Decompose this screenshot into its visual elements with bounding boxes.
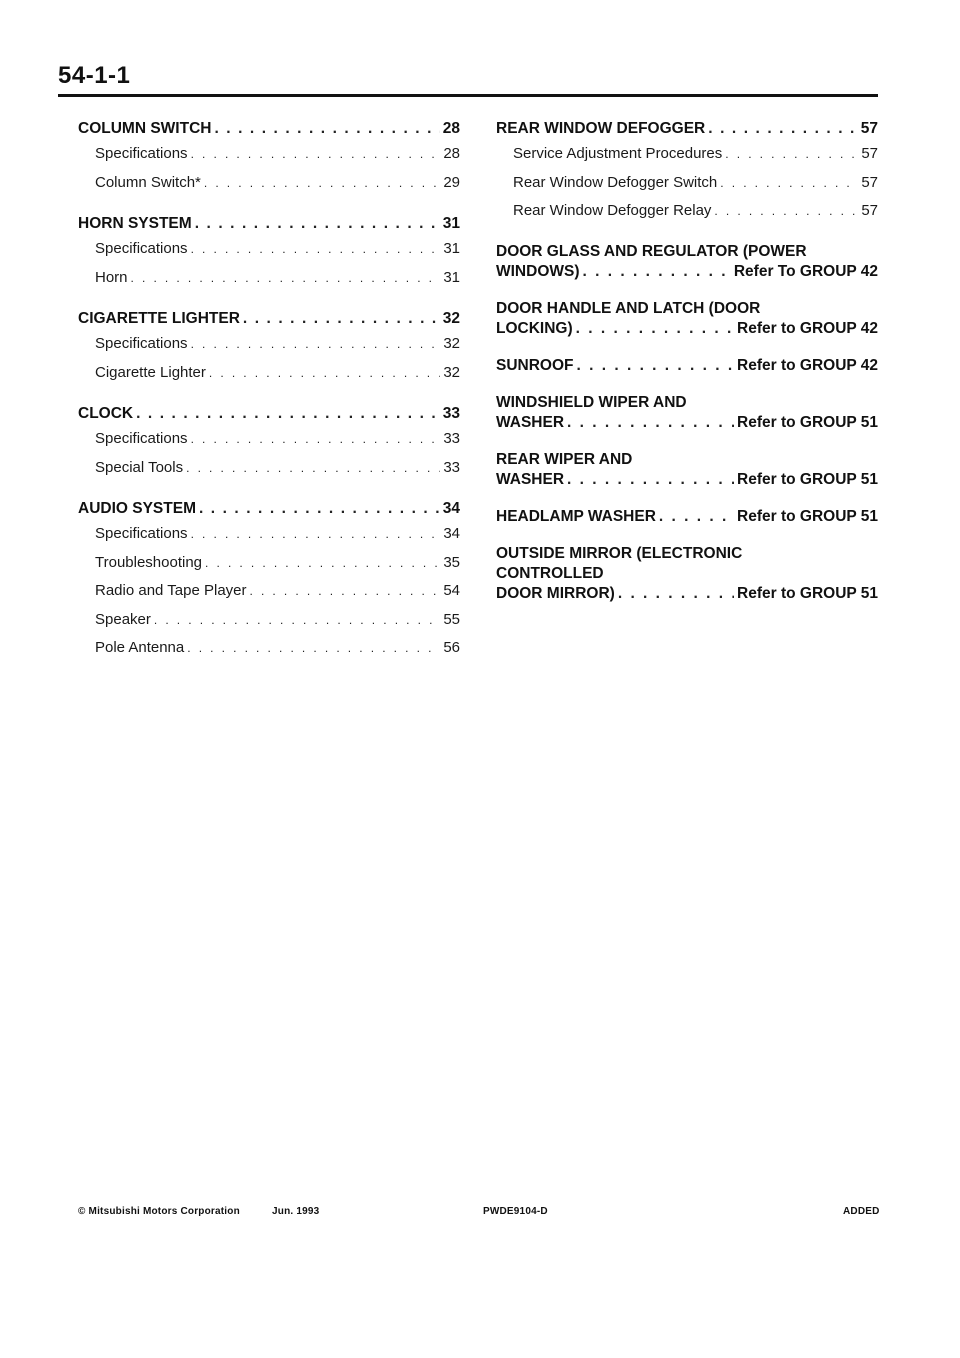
- toc-item[interactable]: Troubleshooting . . . 35: [78, 549, 460, 578]
- toc-ref-outside-mirror[interactable]: OUTSIDE MIRROR (ELECTRONIC CONTROLLED DOOR MIRROR) . . . Refer to GROUP 51: [496, 544, 878, 604]
- toc-left-column: [78, 118, 460, 679]
- toc-item[interactable]: Column Switch* . . . 29: [78, 169, 460, 198]
- toc-item[interactable]: Rear Window Defogger Relay . . . 57: [496, 197, 878, 226]
- toc-heading[interactable]: REAR WINDOW DEFOGGER . . . 57: [496, 118, 878, 140]
- toc-item[interactable]: Cigarette Lighter . . . 32: [78, 359, 460, 388]
- toc-section-column-switch: [78, 118, 460, 197]
- toc-heading[interactable]: AUDIO SYSTEM . . . 34: [78, 498, 460, 520]
- toc-ref-door-glass[interactable]: DOOR GLASS AND REGULATOR (POWER WINDOWS) . . . Refer To GROUP 42: [496, 242, 878, 282]
- toc-section-rear-window-defogger: [496, 118, 878, 226]
- toc-ref-door-handle[interactable]: DOOR HANDLE AND LATCH (DOOR LOCKING) . . . Refer to GROUP 42: [496, 299, 878, 339]
- toc-heading[interactable]: CIGARETTE LIGHTER . . . 32: [78, 308, 460, 330]
- footer-copyright: © Mitsubishi Motors Corporation: [78, 1206, 240, 1217]
- toc-right-column: [496, 118, 878, 621]
- footer-document-code: PWDE9104-D: [483, 1206, 548, 1217]
- toc-heading[interactable]: COLUMN SWITCH . . . 28: [78, 118, 460, 140]
- toc-item[interactable]: Specifications . . . 31: [78, 235, 460, 264]
- toc-ref-windshield-wiper[interactable]: WINDSHIELD WIPER AND WASHER . . . Refer to GROUP 51: [496, 393, 878, 433]
- toc-item[interactable]: Horn . . . 31: [78, 264, 460, 293]
- toc-item[interactable]: Pole Antenna . . . 56: [78, 634, 460, 663]
- toc-item[interactable]: Speaker . . . 55: [78, 606, 460, 635]
- toc-ref-headlamp-washer[interactable]: HEADLAMP WASHER . . . Refer to GROUP 51: [496, 507, 878, 527]
- toc-ref-rear-wiper[interactable]: REAR WIPER AND WASHER . . . Refer to GROUP 51: [496, 450, 878, 490]
- toc-item[interactable]: Radio and Tape Player . . . 54: [78, 577, 460, 606]
- toc-heading[interactable]: HORN SYSTEM . . . 31: [78, 213, 460, 235]
- toc-section-clock: [78, 403, 460, 482]
- toc-ref-sunroof[interactable]: SUNROOF . . . Refer to GROUP 42: [496, 356, 878, 376]
- page-number: 54-1-1: [58, 62, 131, 89]
- toc-item[interactable]: Rear Window Defogger Switch . . . 57: [496, 169, 878, 198]
- header-rule: [58, 94, 878, 97]
- toc-item[interactable]: Specifications . . . 33: [78, 425, 460, 454]
- toc-section-cigarette-lighter: [78, 308, 460, 387]
- toc-heading[interactable]: CLOCK . . . 33: [78, 403, 460, 425]
- toc-item[interactable]: Service Adjustment Procedures . . . 57: [496, 140, 878, 169]
- toc-item[interactable]: Specifications . . . 28: [78, 140, 460, 169]
- footer-date: Jun. 1993: [272, 1206, 320, 1217]
- toc-item[interactable]: Specifications . . . 34: [78, 520, 460, 549]
- footer-status: ADDED: [843, 1206, 880, 1217]
- toc-item[interactable]: Special Tools . . . 33: [78, 454, 460, 483]
- toc-section-horn-system: [78, 213, 460, 292]
- toc-section-audio-system: [78, 498, 460, 663]
- toc-item[interactable]: Specifications . . . 32: [78, 330, 460, 359]
